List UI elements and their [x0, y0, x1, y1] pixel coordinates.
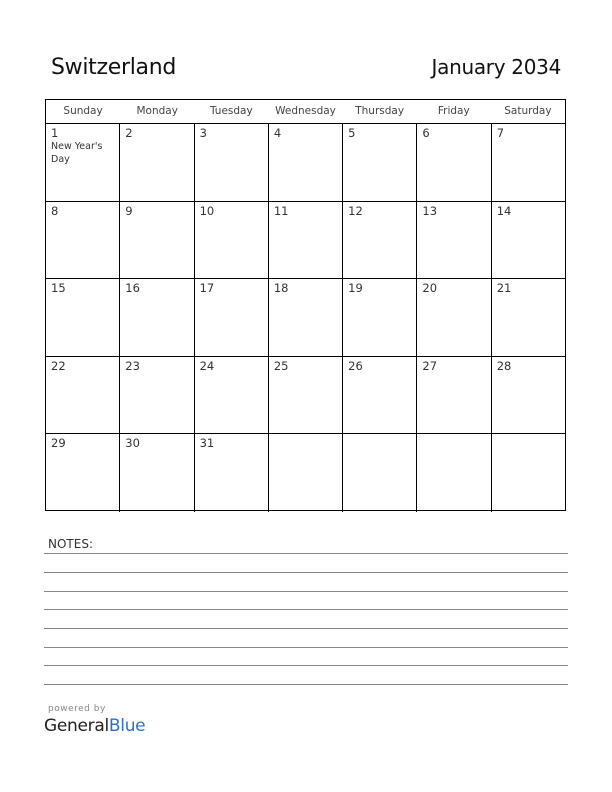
- day-cell: [492, 434, 565, 512]
- notes-line: [44, 684, 568, 685]
- day-cell: [492, 357, 565, 434]
- day-number: 21: [496, 281, 512, 296]
- day-cell: [343, 202, 417, 279]
- day-cell: [120, 279, 194, 356]
- day-number: 16: [125, 281, 140, 296]
- weekday-saturday: Saturday: [504, 105, 552, 117]
- calendar-grid: [45, 99, 566, 511]
- day-cell: [417, 202, 491, 279]
- day-cell: [343, 279, 417, 356]
- day-number: 17: [199, 281, 215, 296]
- week-row: [46, 357, 565, 435]
- notes-line: [44, 591, 568, 592]
- powered-by-text: powered by: [48, 704, 106, 714]
- day-number: 30: [125, 436, 140, 451]
- week-row: [46, 279, 565, 357]
- brand-blue: Blue: [108, 716, 146, 736]
- notes-line: [44, 572, 568, 573]
- day-number: 15: [51, 281, 66, 296]
- day-cell: [46, 202, 120, 279]
- weekday-sunday: Sunday: [63, 105, 103, 117]
- day-cell: [343, 124, 417, 201]
- day-number: 4: [273, 126, 282, 140]
- country-title: Switzerland: [51, 55, 177, 80]
- week-row: [46, 202, 565, 280]
- day-number: 24: [199, 358, 215, 373]
- day-cell: [46, 434, 120, 512]
- weekday-monday: Monday: [136, 105, 178, 117]
- day-cell: [120, 357, 194, 434]
- weekday-wednesday: Wednesday: [275, 105, 336, 117]
- day-cell: [269, 357, 343, 434]
- day-cell: [46, 279, 120, 356]
- day-cell: [269, 434, 343, 512]
- brand-general: General: [44, 716, 109, 736]
- day-cell: [343, 357, 417, 434]
- day-number: 28: [496, 358, 512, 373]
- day-number: 3: [199, 126, 207, 140]
- weekday-thursday: Thursday: [355, 105, 405, 117]
- day-number: 6: [422, 126, 430, 140]
- generalblue-logo: [44, 716, 145, 736]
- notes-line: [44, 647, 568, 648]
- day-number: 2: [125, 126, 133, 140]
- day-cell: [46, 124, 120, 201]
- day-cell: [269, 124, 343, 201]
- notes-line: [44, 628, 568, 629]
- day-number: 25: [273, 358, 289, 373]
- day-cell: [417, 124, 491, 201]
- day-number: 5: [348, 126, 356, 140]
- day-cell: [120, 202, 194, 279]
- day-cell: [269, 279, 343, 356]
- notes-line: [44, 609, 568, 610]
- day-cell: [195, 434, 269, 512]
- notes-label: NOTES:: [48, 537, 93, 551]
- day-number: 26: [348, 358, 363, 373]
- day-number: 18: [273, 281, 289, 296]
- month-year-title: January 2034: [431, 55, 561, 79]
- day-cell: [195, 279, 269, 356]
- day-cell: [492, 279, 565, 356]
- day-cell: [417, 357, 491, 434]
- weekday-header: [46, 100, 565, 124]
- day-cell: [492, 124, 565, 201]
- day-number: 31: [199, 436, 215, 451]
- day-cell: [46, 357, 120, 434]
- day-cell: [269, 202, 343, 279]
- notes-line: [44, 553, 568, 554]
- day-number: 23: [125, 358, 140, 373]
- day-number: 29: [51, 436, 66, 451]
- week-row: [46, 124, 565, 202]
- day-number: 9: [125, 203, 133, 218]
- weekday-tuesday: Tuesday: [209, 105, 253, 117]
- day-cell: [417, 434, 491, 512]
- day-number: 22: [51, 358, 66, 373]
- day-number: 7: [496, 126, 505, 140]
- day-cell: [195, 202, 269, 279]
- week-row: [46, 434, 565, 512]
- day-cell: [120, 124, 194, 201]
- day-number: 13: [422, 203, 438, 218]
- notes-line: [44, 665, 568, 666]
- day-cell: [120, 434, 194, 512]
- day-number: 19: [348, 281, 363, 296]
- day-number: 27: [422, 358, 438, 373]
- weekday-friday: Friday: [437, 105, 470, 117]
- day-cell: [492, 202, 565, 279]
- day-number: 11: [273, 203, 289, 218]
- day-cell: [195, 357, 269, 434]
- holiday-label: New Year's Day: [51, 141, 103, 165]
- day-number: 12: [348, 203, 363, 218]
- day-cell: [343, 434, 417, 512]
- day-cell: [195, 124, 269, 201]
- day-number: 1: [51, 126, 59, 140]
- day-number: 10: [199, 203, 215, 218]
- day-number: 14: [496, 203, 512, 218]
- day-cell: [417, 279, 491, 356]
- day-number: 20: [422, 281, 438, 296]
- day-number: 8: [51, 203, 59, 218]
